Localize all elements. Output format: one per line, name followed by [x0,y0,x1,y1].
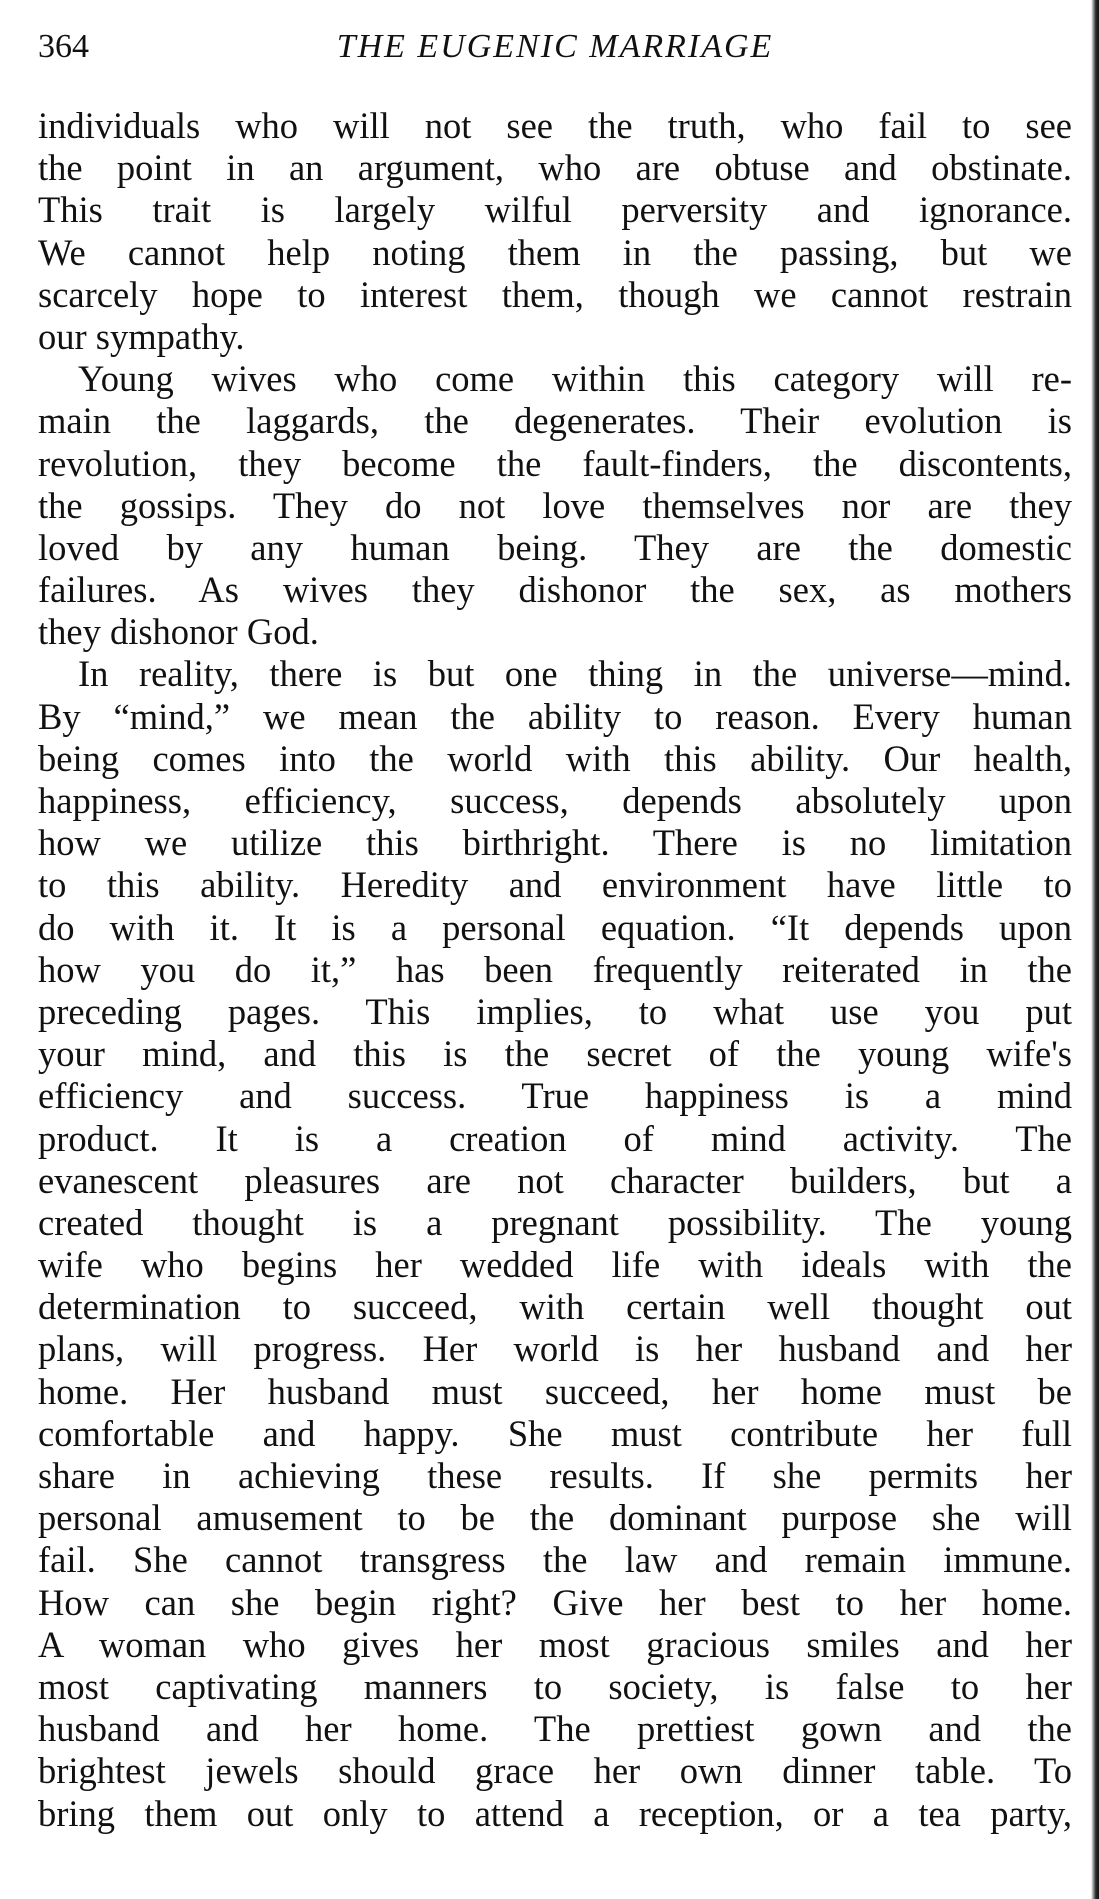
text-line: By “mind,” we mean the ability to reason. Every human [38,695,1072,737]
text-line: created thought is a pregnant possibility. The young [38,1201,1072,1243]
text-line: how we utilize this birthright. There is no limitation [38,822,1072,864]
text-line: do with it. It is a personal equation. “It depends upon [38,906,1072,948]
text-line: We cannot help noting them in the passing, but we [38,231,1072,273]
text-line: husband and her home. The prettiest gown and the [38,1708,1072,1750]
text-line: determination to succeed, with certain well thought out [38,1286,1072,1328]
body-text [38,105,1072,1835]
text-line: our sympathy. [38,315,245,357]
text-line: the gossips. They do not love themselves nor are they [38,484,1072,526]
text-line: how you do it,” has been frequently reiterated in the [38,948,1072,990]
page-number: 364 [38,28,89,65]
text-line: loved by any human being. They are the domestic [38,526,1072,568]
running-head [38,22,1072,72]
text-line: they dishonor God. [38,611,319,653]
text-line: revolution, they become the fault-finders, the discontents, [38,442,1072,484]
text-line: comfortable and happy. She must contribute her full [38,1412,1072,1454]
text-line: preceding pages. This implies, to what use you put [38,990,1072,1032]
text-line: wife who begins her wedded life with ideals with the [38,1244,1072,1286]
text-line: failures. As wives they dishonor the sex, as mothers [38,569,1072,611]
text-line: scarcely hope to interest them, though we cannot restrain [38,273,1072,315]
text-line: individuals who will not see the truth, who fail to see [38,105,1072,146]
text-line: main the laggards, the degenerates. Their evolution is [38,400,1072,442]
text-line: brightest jewels should grace her own dinner table. To [38,1750,1072,1792]
text-line: plans, will progress. Her world is her husband and her [38,1328,1072,1370]
text-line: evanescent pleasures are not character builders, but a [38,1159,1072,1201]
text-line: being comes into the world with this ability. Our health, [38,737,1072,779]
text-line: A woman who gives her most gracious smiles and her [38,1623,1072,1665]
text-line: In reality, there is but one thing in the universe—mind. [78,653,1072,695]
text-line: the point in an argument, who are obtuse and obstinate. [38,147,1072,189]
text-line: bring them out only to attend a reception, or a tea party, [38,1792,1072,1834]
text-line: This trait is largely wilful perversity and ignorance. [38,189,1072,231]
text-line: Young wives who come within this category will re- [78,358,1072,400]
text-line: most captivating manners to society, is false to her [38,1665,1072,1707]
text-line: happiness, efficiency, success, depends absolutely upon [38,780,1072,821]
text-line: product. It is a creation of mind activity. The [38,1117,1072,1159]
text-line: share in achieving these results. If she permits her [38,1455,1072,1496]
text-line: your mind, and this is the secret of the young wife's [38,1033,1072,1075]
text-line: efficiency and success. True happiness is a mind [38,1075,1072,1117]
text-line: to this ability. Heredity and environment have little to [38,864,1072,906]
text-line: home. Her husband must succeed, her home must be [38,1370,1072,1412]
text-line: How can she begin right? Give her best to her home. [38,1581,1072,1623]
running-title: THE EUGENIC MARRIAGE [336,28,774,65]
text-line: personal amusement to be the dominant purpose she will [38,1497,1072,1539]
page-edge-shadow [1091,0,1099,1899]
text-line: fail. She cannot transgress the law and remain immune. [38,1539,1072,1581]
